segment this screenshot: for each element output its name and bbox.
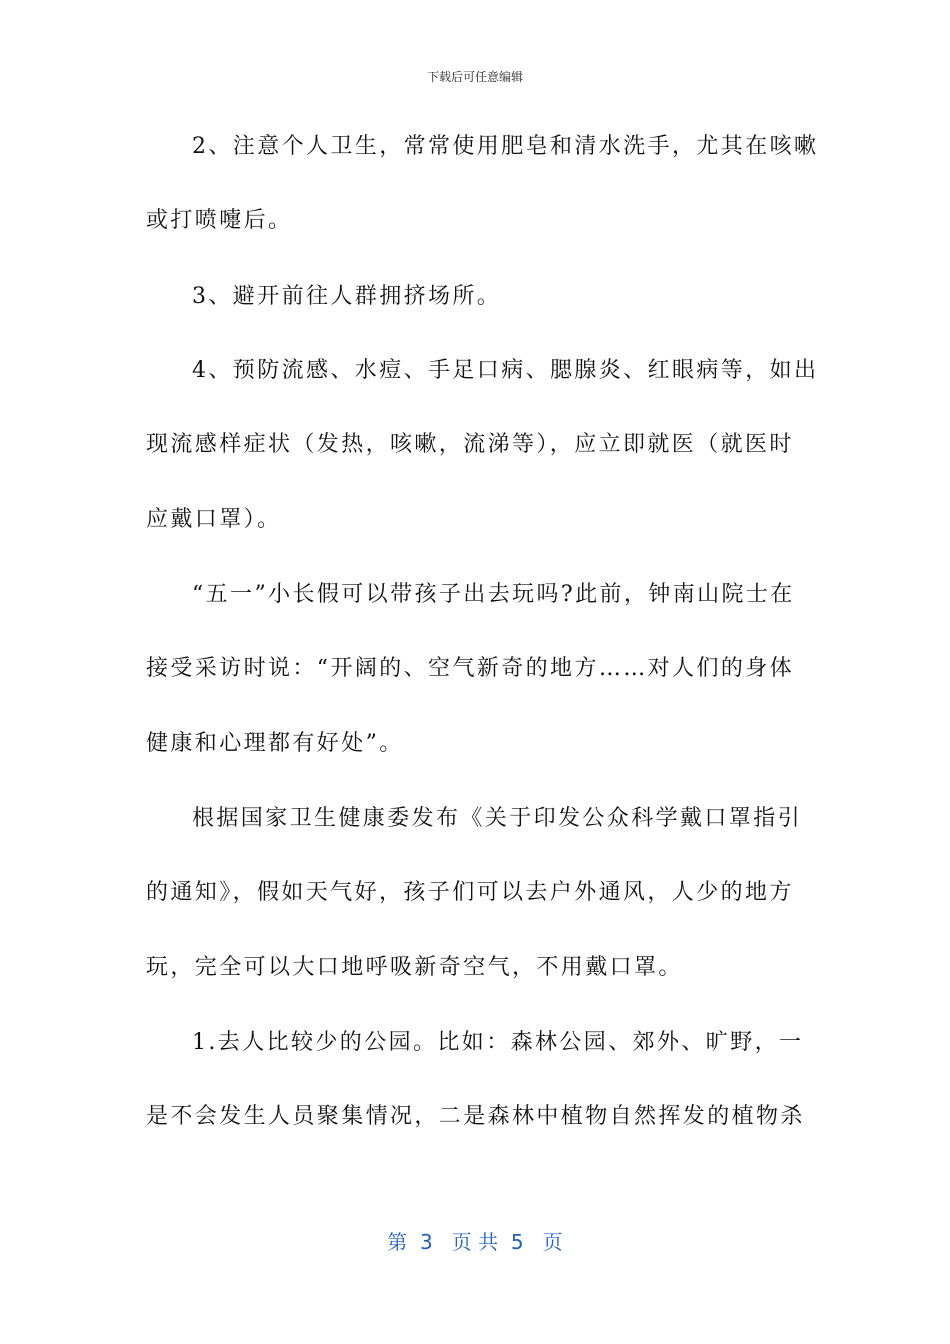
text-line: 应戴口罩）。: [146, 507, 282, 532]
text-line: 1.去人比较少的公园。比如：森林公园、郊外、旷野，一: [192, 1030, 804, 1055]
text-line: 2、注意个人卫生，常常使用肥皂和清水洗手，尤其在咳嗽: [192, 134, 819, 159]
text-line: 是不会发生人员聚集情况，二是森林中植物自然挥发的植物杀: [146, 1104, 805, 1129]
text-line: 的通知》，假如天气好，孩子们可以去户外通风，人少的地方: [146, 880, 794, 905]
text-line: 健康和心理都有好处”。: [146, 731, 404, 756]
text-line: 玩，完全可以大口地呼吸新奇空气，不用戴口罩。: [146, 955, 683, 980]
text-line: 或打喷嚏后。: [146, 208, 293, 233]
text-line: 现流感样症状（发热，咳嗽，流涕等），应立即就医（就医时: [146, 432, 794, 457]
text-line: 4、预防流感、水痘、手足口病、腮腺炎、红眼病等，如出: [192, 358, 819, 383]
page-number-footer: 第 3 页 共 5 页: [387, 1230, 563, 1254]
header-note: 下载后可任意编辑: [426, 70, 523, 84]
text-line: 3、避开前往人群拥挤场所。: [192, 284, 502, 309]
text-line: “五一”小长假可以带孩子出去玩吗?此前，钟南山院士在: [192, 582, 795, 607]
text-line: 接受采访时说：“开阔的、空气新奇的地方……对人们的身体: [146, 656, 795, 681]
text-line: 根据国家卫生健康委发布《关于印发公众科学戴口罩指引: [192, 806, 803, 831]
